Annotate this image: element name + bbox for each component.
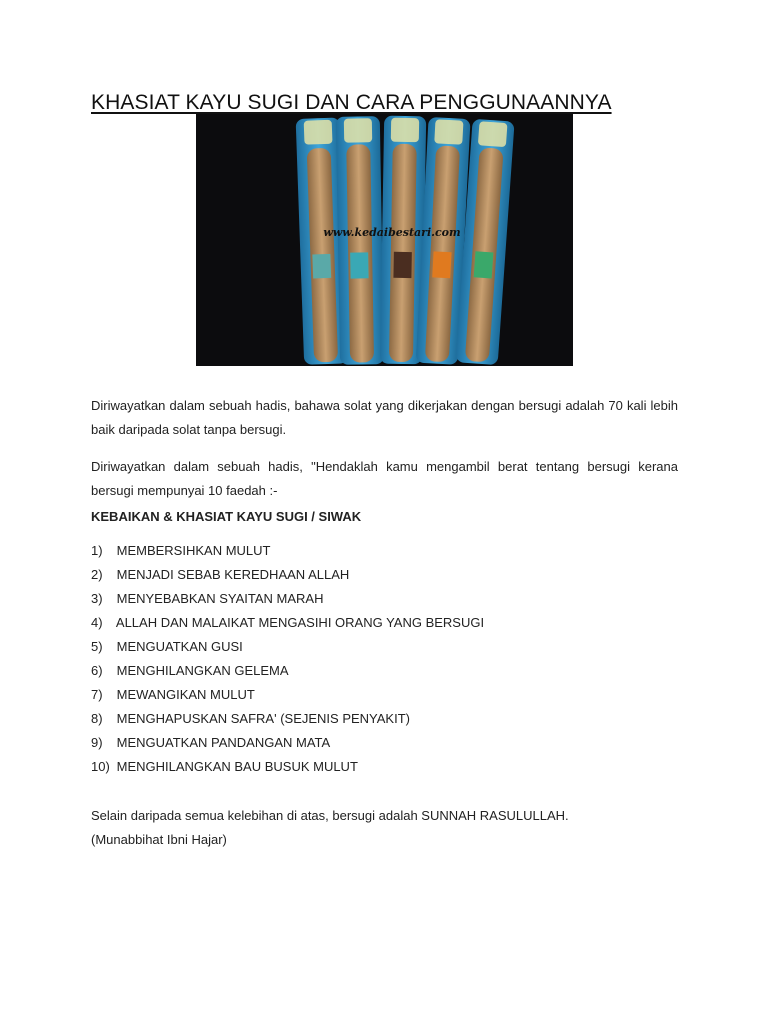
page-title: KHASIAT KAYU SUGI DAN CARA PENGGUNAANNYA [91,91,612,115]
list-item: 2) MENJADI SEBAB KEREDHAAN ALLAH [91,567,350,582]
benefits-list [91,539,484,779]
list-item: 1) MEMBERSIHKAN MULUT [91,543,271,558]
section-heading: KEBAIKAN & KHASIAT KAYU SUGI / SIWAK [91,509,362,524]
closing-source-line: (Munabbihat Ibni Hajar) [91,832,227,847]
list-item: 5) MENGUATKAN GUSI [91,639,243,654]
closing-sunnah-line: Selain daripada semua kelebihan di atas, bersugi adalah SUNNAH RASULULLAH. [91,808,569,823]
list-item: 7) MEWANGIKAN MULUT [91,687,255,702]
siwak-pack-2 [336,116,384,365]
closing-note [91,804,569,852]
list-item: 10) MENGHILANGKAN BAU BUSUK MULUT [91,759,358,774]
list-item: 8) MENGHAPUSKAN SAFRA' (SEJENIS PENYAKIT) [91,711,410,726]
list-item: 6) MENGHILANGKAN GELEMA [91,663,289,678]
paragraph-hadith: Diriwayatkan dalam sebuah hadis, "Hendaklah kamu mengambil berat tentang bersugi kerana bersugi mempunyai 10 faedah :- [91,459,678,498]
siwak-product-photo [196,114,573,366]
paragraph-intro: Diriwayatkan dalam sebuah hadis, bahawa solat yang dikerjakan dengan bersugi adalah 70 kali lebih baik daripada solat tanpa bersugi. [91,398,678,437]
list-item: 4) ALLAH DAN MALAIKAT MENGASIHI ORANG YANG BERSUGI [91,615,485,630]
list-item: 9) MENGUATKAN PANDANGAN MATA [91,735,331,750]
list-item: 3) MENYEBABKAN SYAITAN MARAH [91,591,324,606]
image-watermark: www.kedaibestari.com [323,226,461,239]
